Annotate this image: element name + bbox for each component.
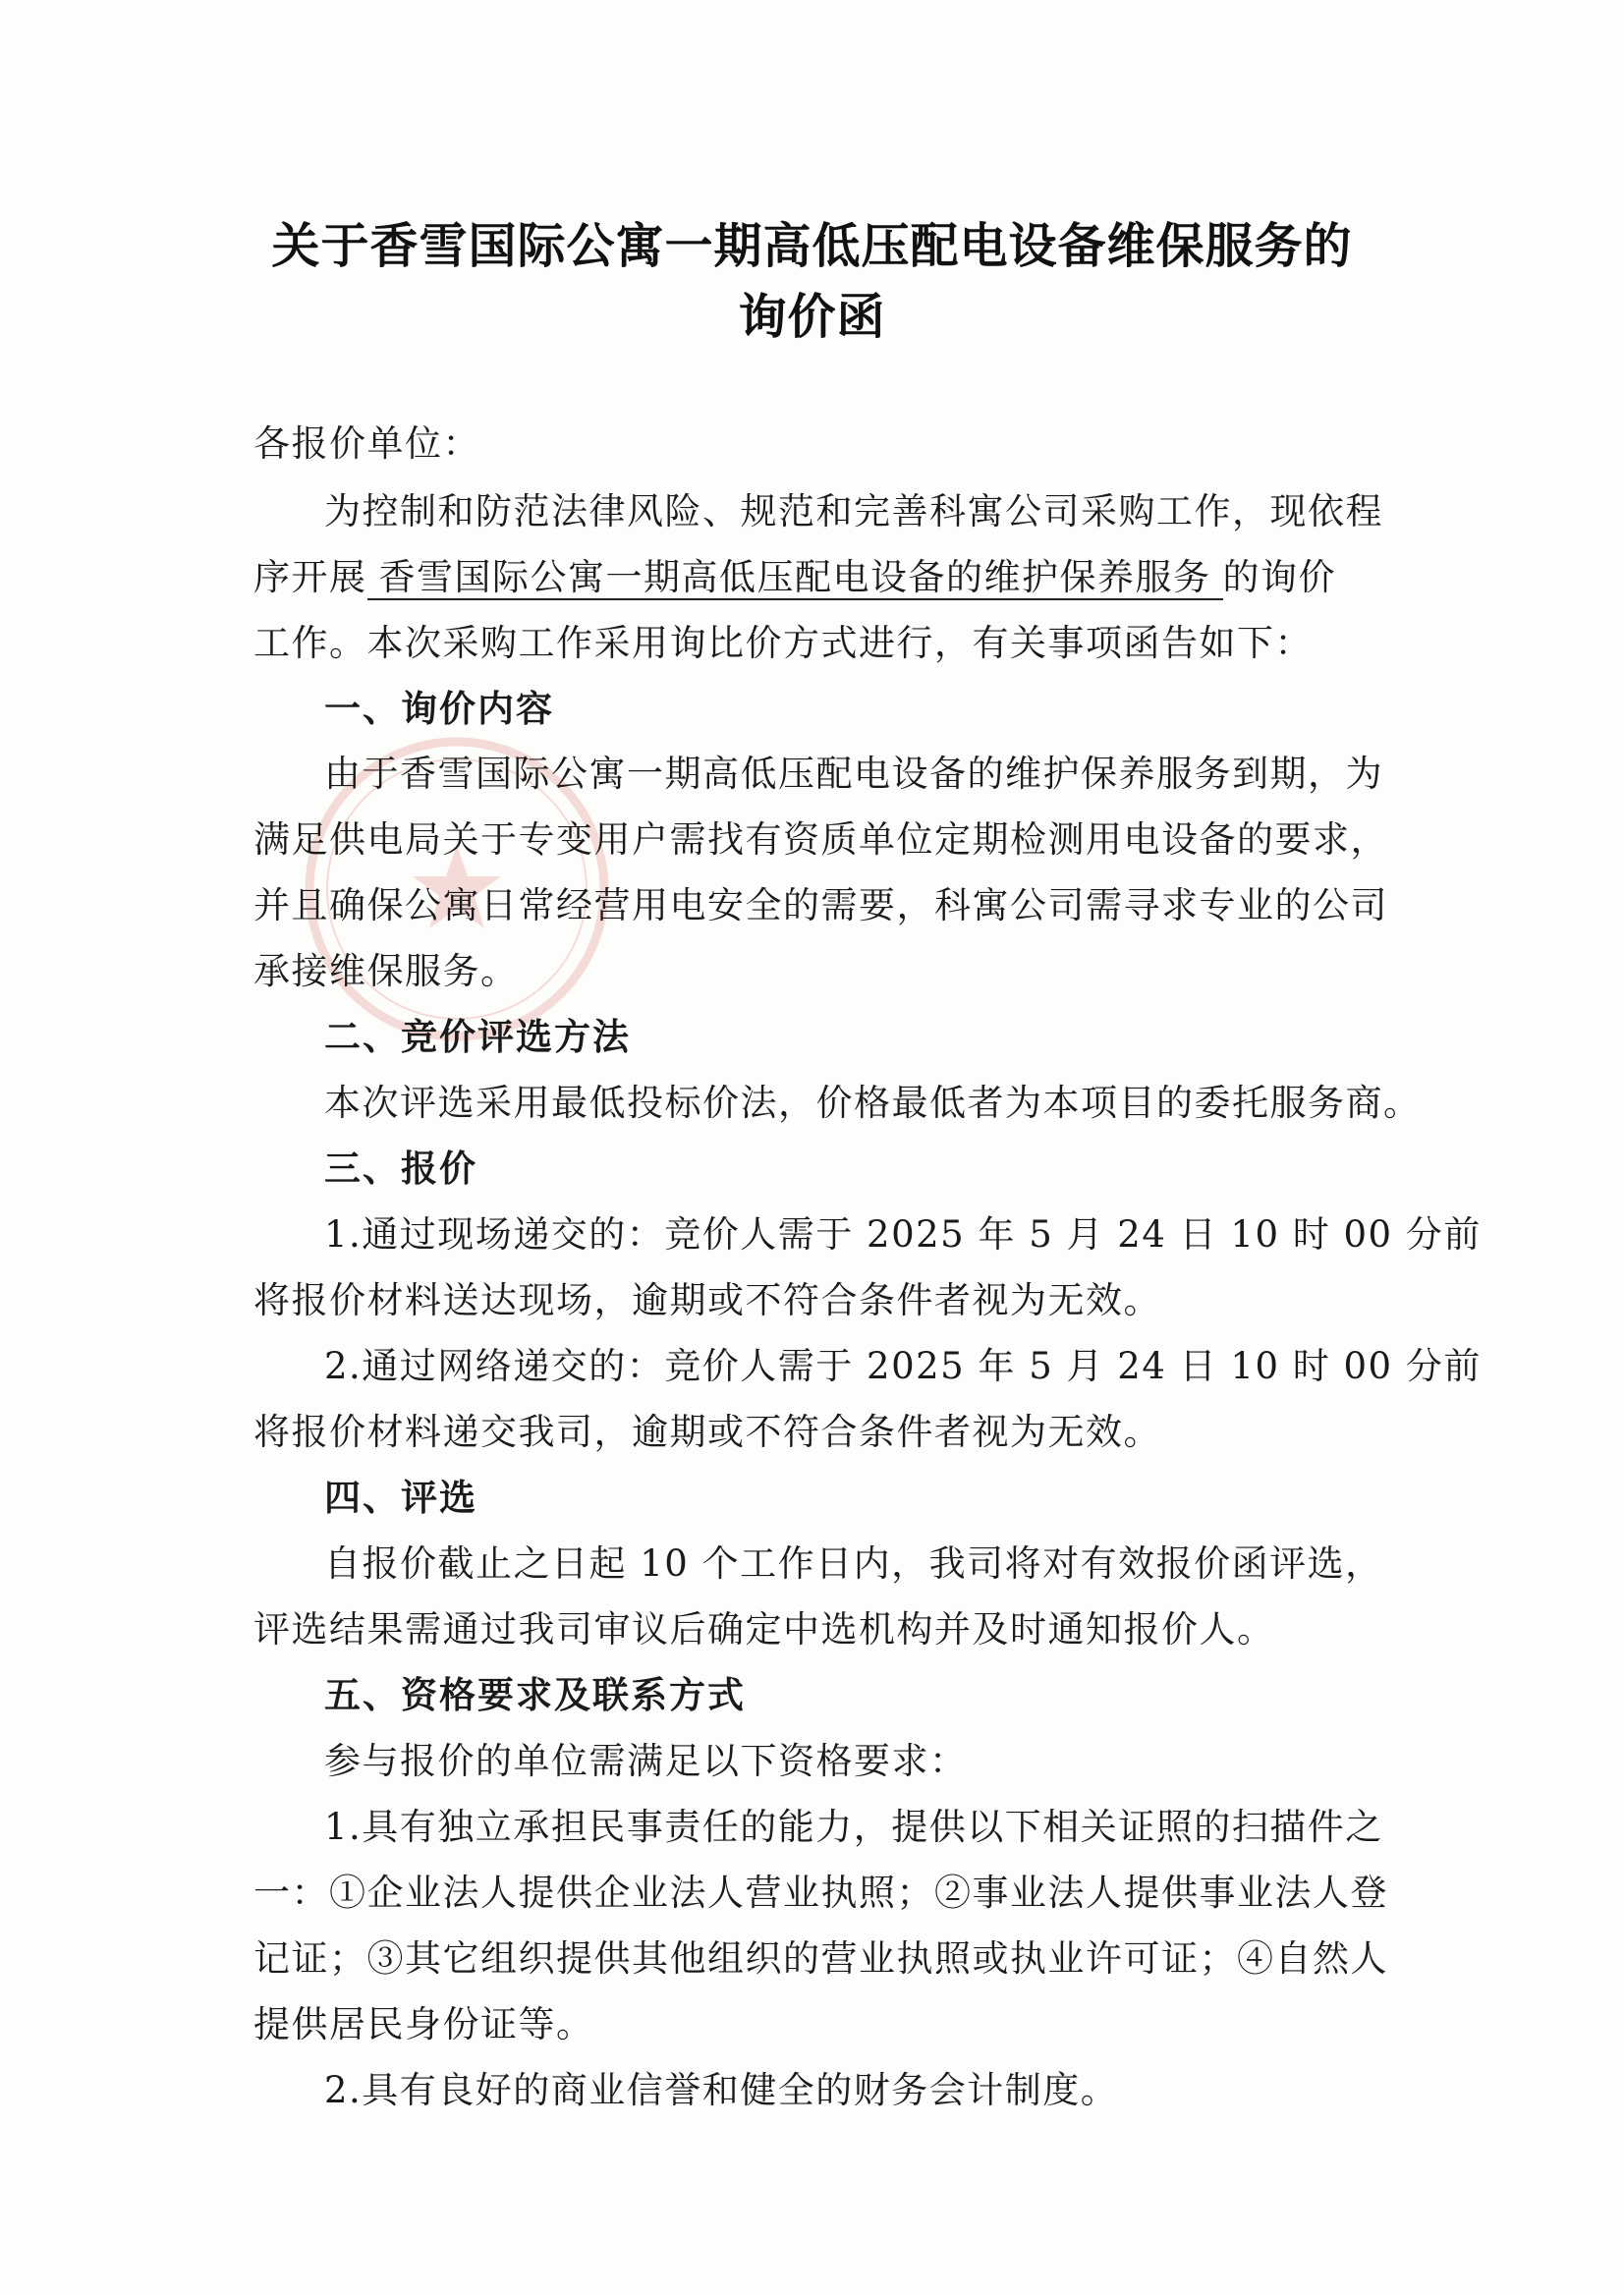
section-5-item-2: 2.具有良好的商业信誉和健全的财务会计制度。: [324, 2069, 1119, 2111]
section-1-line-2: 满足供电局关于专变用户需找有资质单位定期检测用电设备的要求，: [253, 818, 1388, 861]
section-2-heading: 二、竞价评选方法: [324, 1016, 631, 1058]
section-3-item-1-line-1: 1.通过现场递交的：竞价人需于 2025 年 5 月 24 日 10 时 00 分前: [324, 1213, 1482, 1256]
section-5-item-1-line-2: 一：①企业法人提供企业法人营业执照；②事业法人提供事业法人登: [253, 1872, 1388, 1914]
section-3-heading: 三、报价: [324, 1148, 477, 1190]
section-1-line-4: 承接维保服务。: [253, 950, 519, 992]
section-3-item-2-line-1: 2.通过网络递交的：竞价人需于 2025 年 5 月 24 日 10 时 00 分前: [324, 1345, 1482, 1387]
section-4-line-1: 自报价截止之日起 10 个工作日内，我司将对有效报价函评选，: [324, 1542, 1383, 1585]
section-2-line-1: 本次评选采用最低投标价法，价格最低者为本项目的委托服务商。: [324, 1082, 1422, 1124]
section-5-item-1-line-4: 提供居民身份证等。: [253, 2003, 594, 2045]
document-title-line1: 关于香雪国际公寓一期高低压配电设备维保服务的: [271, 218, 1353, 274]
section-3-item-2-line-2: 将报价材料递交我司，逾期或不符合条件者视为无效。: [253, 1411, 1161, 1453]
intro-line-2-after: 的询价: [1222, 556, 1336, 598]
intro-line-2-before: 序开展: [253, 556, 367, 598]
section-5-item-1-line-1: 1.具有独立承担民事责任的能力，提供以下相关证照的扫描件之: [324, 1806, 1383, 1848]
intro-line-2: [253, 554, 1336, 601]
section-1-heading: 一、询价内容: [324, 688, 554, 730]
section-5-heading: 五、资格要求及联系方式: [324, 1674, 746, 1716]
section-3-item-1-line-2: 将报价材料送达现场，逾期或不符合条件者视为无效。: [253, 1279, 1161, 1321]
intro-line-1: 为控制和防范法律风险、规范和完善科寓公司采购工作，现依程: [324, 490, 1383, 532]
document-title-line2: 询价函: [738, 289, 886, 345]
salutation: 各报价单位：: [253, 422, 480, 465]
section-5-item-1-line-3: 记证；③其它组织提供其他组织的营业执照或执业许可证；④自然人: [253, 1937, 1388, 1980]
intro-line-3: 工作。本次采购工作采用询比价方式进行，有关事项函告如下：: [253, 622, 1313, 664]
section-1-line-1: 由于香雪国际公寓一期高低压配电设备的维护保养服务到期，为: [324, 753, 1383, 795]
section-4-line-2: 评选结果需通过我司审议后确定中选机构并及时通知报价人。: [253, 1608, 1275, 1651]
project-name: 香雪国际公寓一期高低压配电设备的维护保养服务: [367, 556, 1223, 600]
section-4-heading: 四、评选: [324, 1477, 477, 1519]
section-1-line-3: 并且确保公寓日常经营用电安全的需要，科寓公司需寻求专业的公司: [253, 884, 1388, 926]
section-5-intro: 参与报价的单位需满足以下资格要求：: [324, 1740, 968, 1782]
